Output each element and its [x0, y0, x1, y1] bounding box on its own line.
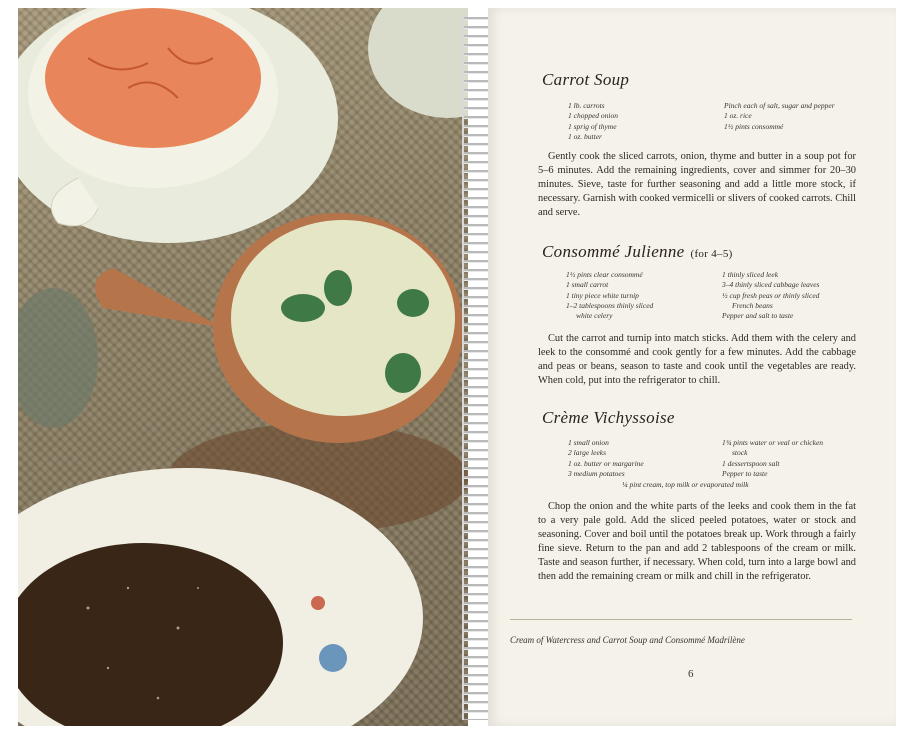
ingredient: 3–4 thinly sliced cabbage leaves	[722, 280, 820, 290]
ingredient: 2 large leeks	[568, 448, 607, 458]
ingredient: stock	[732, 448, 748, 458]
method-carrot-soup: Gently cook the sliced carrots, onion, thyme and butter in a soup pot for 5–6 minutes. Add the remaining ingredients, cover and simmer for 20–30 minutes. Sieve, taste for further seasoning and add a little more stock, if necessary. Garnish with cooked vermicelli or slivers of cooked carrots. Chill and serve.	[538, 151, 856, 218]
ingredient: 1–2 tablespoons thinly sliced	[566, 300, 654, 310]
photo-caption: Cream of Watercress and Carrot Soup and Consommé Madrilène	[510, 635, 745, 645]
ingredient: 1½ pints consommé	[724, 121, 784, 131]
ingredient: 1 sprig of thyme	[568, 121, 617, 131]
ingredients-julienne-right	[722, 270, 819, 321]
method-creme-vichyssoise: Chop the onion and the white parts of the leeks and cook them in the fat to a very pale gold. Add the sliced peeled potatoes, water or stock and seasoning. Cover and boil until the potatoes break up. Work through a fairly fine sieve. Return to the pan and add 2 tablespoons of the cream or milk. Taste and season further, if necessary. When cold, turn into a large bowl and then add the remaining cream or milk and chill in the refrigerator.	[538, 501, 856, 582]
soup-photograph	[18, 8, 468, 726]
glass-cup	[18, 288, 98, 428]
ingredient: 1 tiny piece white turnip	[566, 290, 639, 300]
ingredients-carrot-right	[724, 101, 835, 132]
caption-divider	[510, 619, 852, 620]
ingredients-carrot-left	[568, 101, 618, 142]
ingredients-julienne-left	[566, 270, 653, 321]
ingredient: Pepper to taste	[722, 468, 768, 478]
floral-decoration	[319, 644, 347, 672]
ingredient: 1 oz. butter or margarine	[568, 458, 644, 468]
recipe-title-text: Consommé Julienne	[542, 242, 685, 261]
ingredient: 1 oz. rice	[724, 111, 752, 121]
ingredient: 1 dessertspoon salt	[722, 458, 780, 468]
plate-top-right	[368, 8, 468, 118]
ingredient: 1 lb. carrots	[568, 101, 605, 110]
ingredients-vichyssoise-left	[568, 438, 644, 479]
ingredient: 1 chopped onion	[568, 111, 618, 121]
page-number: 6	[688, 668, 694, 680]
floral-decoration-red	[311, 596, 325, 610]
recipe-title-creme-vichyssoise: Crème Vichyssoise	[542, 408, 675, 427]
method-consomme-julienne: Cut the carrot and turnip into match sticks. Add them with the celery and leek to the consommé and cook gently for a few minutes. Add the cabbage and peas or beans, season to taste and cook until the vegetables are ready. When cold, put into the refrigerator to chill.	[538, 333, 856, 386]
serves-note: (for 4–5)	[690, 248, 733, 260]
ingredient: 1 small onion	[568, 438, 609, 447]
ingredient: French beans	[732, 300, 773, 310]
ingredient: 1¾ pints water or veal or chicken	[722, 438, 824, 447]
ingredients-vichyssoise-right	[722, 438, 823, 479]
ingredient: Pepper and salt to taste	[722, 311, 794, 321]
spiral-binding	[462, 14, 490, 720]
ingredient: 1 thinly sliced leek	[722, 270, 779, 279]
pot-handle	[95, 268, 223, 328]
photo-illustration	[18, 8, 468, 726]
ingredient: Pinch each of salt, sugar and pepper	[724, 101, 835, 110]
ingredient: 1½ pints clear consommé	[566, 270, 643, 279]
ingredient-vichyssoise-cream	[622, 480, 749, 490]
ingredient: ¼ pint cream, top milk or evaporated milk	[622, 480, 749, 489]
recipe-page	[488, 8, 896, 726]
ingredient: 1 oz. butter	[568, 131, 602, 141]
carrot-soup	[45, 8, 261, 148]
recipe-title-consomme-julienne	[542, 242, 733, 262]
ingredient: 1 small carrot	[566, 280, 609, 290]
ingredient: ½ cup fresh peas or thinly sliced	[722, 290, 820, 300]
recipe-title-carrot-soup: Carrot Soup	[542, 70, 630, 89]
watercress-soup	[231, 220, 455, 416]
ingredient: white celery	[576, 311, 613, 321]
ingredient: 3 medium potatoes	[568, 468, 625, 478]
